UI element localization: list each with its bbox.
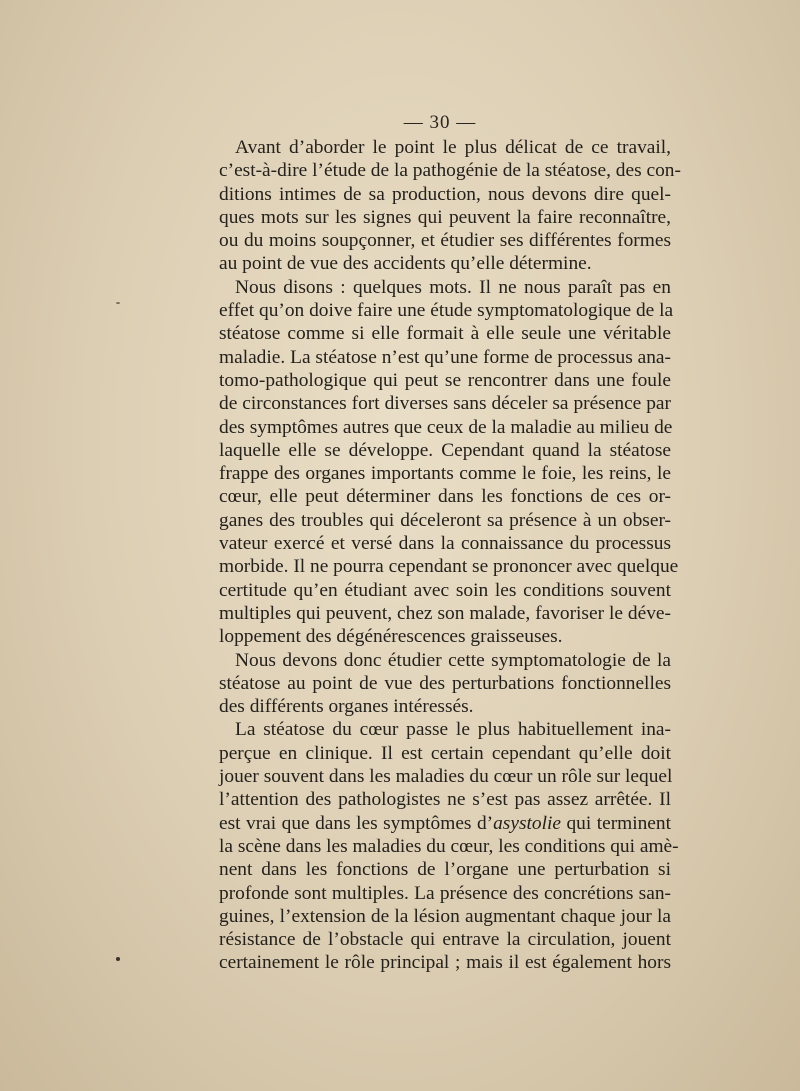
text-line: stéatose comme si elle formait à elle seule une véritable: [219, 323, 671, 345]
text-line: perçue en clinique. Il est certain cependant qu’elle doit: [219, 742, 671, 764]
text-line: ditions intimes de sa production, nous devons dire quel-: [219, 183, 671, 205]
text-line: [219, 812, 671, 835]
text-line: au point de vue des accidents qu’elle détermine.: [219, 253, 592, 275]
text-line: La stéatose du cœur passe le plus habituellement ina-: [235, 719, 671, 741]
paper-speck: [116, 957, 120, 961]
text-line: ques mots sur les signes qui peuvent la faire reconnaître,: [219, 206, 671, 228]
text-line: l’attention des pathologistes ne s’est pas assez arrêtée. Il: [219, 789, 671, 811]
text-line: c’est-à-dire l’étude de la pathogénie de la stéatose, des con-: [219, 160, 681, 182]
body-text: [219, 136, 681, 975]
text-line: laquelle elle se développe. Cependant quand la stéatose: [219, 439, 671, 461]
text-line: la scène dans les maladies du cœur, les conditions qui amè-: [219, 835, 679, 857]
text-segment: est vrai que dans les symptômes d’: [219, 812, 494, 834]
text-line: Avant d’aborder le point le plus délicat de ce travail,: [235, 137, 671, 158]
text-line: ganes des troubles qui déceleront sa présence à un obser-: [219, 509, 671, 531]
text-line: de circonstances fort diverses sans déceler sa présence par: [219, 393, 671, 415]
text-line: guines, l’extension de la lésion augmentant chaque jour la: [219, 905, 671, 927]
page-number: — 30 —: [403, 112, 477, 133]
text-line: certainement le rôle principal ; mais il est également hors: [219, 952, 671, 974]
text-line: profonde sont multiples. La présence des concrétions san-: [219, 882, 671, 904]
text-line: ou du moins soupçonner, et étudier ses différentes formes: [219, 230, 671, 252]
text-line: des différents organes intéressés.: [219, 696, 474, 718]
paper-speck: [116, 302, 120, 304]
text-line: résistance de l’obstacle qui entrave la circulation, jouent: [219, 929, 671, 951]
text-segment: qui terminent: [560, 812, 672, 834]
text-line: nent dans les fonctions de l’organe une perturbation si: [219, 859, 671, 881]
text-line: jouer souvent dans les maladies du cœur un rôle sur lequel: [219, 766, 673, 788]
text-line: stéatose au point de vue des perturbations fonctionnelles: [219, 672, 671, 694]
text-line: multiples qui peuvent, chez son malade, favoriser le déve-: [219, 602, 671, 624]
text-line: Nous devons donc étudier cette symptomatologie de la: [235, 649, 671, 671]
text-line: frappe des organes importants comme le foie, les reins, le: [219, 463, 671, 485]
text-line: des symptômes autres que ceux de la maladie au milieu de: [219, 416, 673, 438]
text-line: cœur, elle peut déterminer dans les fonctions de ces or-: [219, 486, 671, 508]
text-line: vateur exercé et versé dans la connaissance du processus: [219, 533, 671, 555]
text-line: loppement des dégénérescences graisseuses.: [219, 626, 563, 648]
text-line: effet qu’on doive faire une étude symptomatologique de la: [219, 300, 674, 322]
italic-term: asystolie: [493, 812, 561, 834]
text-line: morbide. Il ne pourra cependant se prononcer avec quelque: [219, 556, 679, 578]
text-line: maladie. La stéatose n’est qu’une forme de processus ana-: [219, 346, 671, 368]
text-line: Nous disons : quelques mots. Il ne nous paraît pas en: [235, 276, 671, 298]
text-line: certitude qu’en étudiant avec soin les conditions souvent: [219, 579, 671, 601]
text-line: tomo-pathologique qui peut se rencontrer dans une foule: [219, 369, 671, 391]
